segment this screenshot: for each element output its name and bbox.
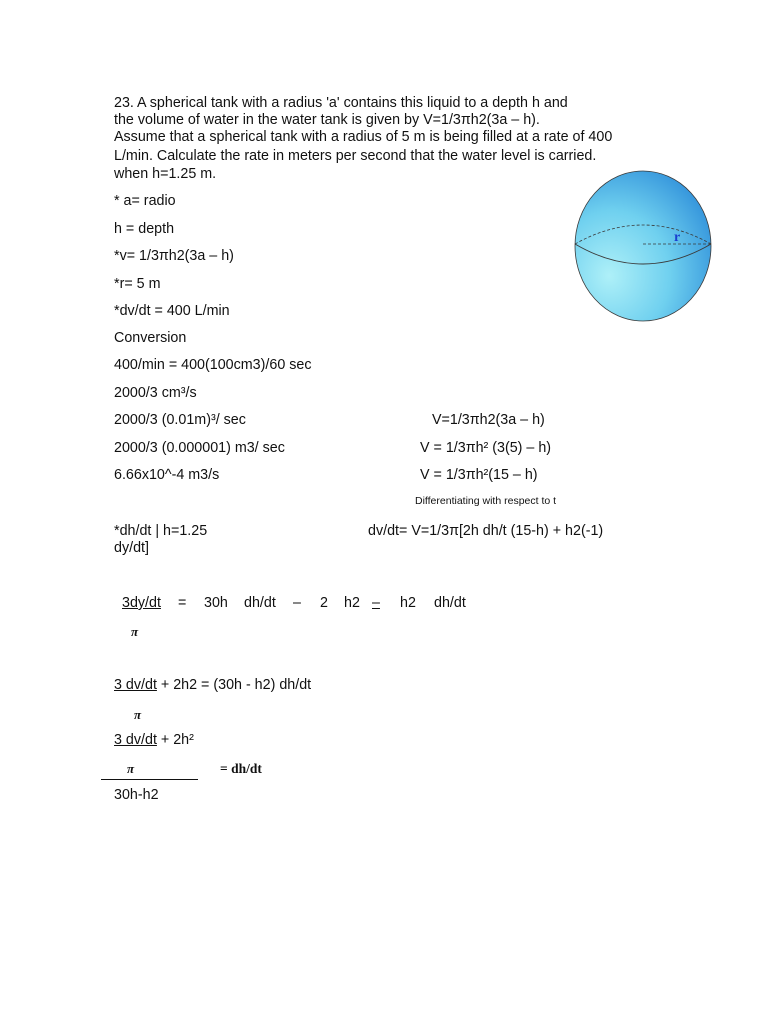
differentiating-note: Differentiating with respect to t (415, 495, 557, 507)
problem-line-3: Assume that a spherical tank with a radius of 5 m is being filled at a rate of 400 (114, 129, 613, 145)
dvdt-expression: dv/dt= V=1/3π[2h dh/t (15-h) + h2(-1) (368, 523, 604, 539)
problem-line-5: when h=1.25 m. (114, 166, 217, 182)
step3-lhs: 3 dv/dt (114, 732, 157, 748)
step2-lhs: 3 dv/dt (114, 677, 157, 693)
volume-step: V=1/3πh2(3a – h) (432, 412, 545, 428)
step2-pi: π (134, 707, 142, 722)
problem-line-2: the volume of water in the water tank is given by V=1/3πh2(3a – h). (114, 112, 540, 128)
fraction-bar (101, 779, 198, 780)
dhdt-continuation: dy/dt] (114, 540, 149, 556)
conversion-step: 2000/3 cm³/s (114, 385, 197, 401)
volume-step: V = 1/3πh²(15 – h) (420, 467, 538, 483)
step3-denominator: 30h-h2 (114, 787, 159, 803)
eq-term: 2 (320, 595, 328, 611)
problem-line-1: 23. A spherical tank with a radius 'a' contains this liquid to a depth h and (114, 95, 568, 111)
eq-term: h2 (400, 595, 416, 611)
eq-term: 30h (204, 595, 228, 611)
step3-pi: π (127, 761, 135, 776)
eq-term: dh/dt (434, 595, 466, 611)
conversion-heading: Conversion (114, 330, 187, 346)
given-dvdt: *dv/dt = 400 L/min (114, 303, 230, 319)
sphere-body (575, 171, 711, 321)
volume-step: V = 1/3πh² (3(5) – h) (420, 440, 552, 456)
eq-term: h2 (344, 595, 360, 611)
eq-equals: = (178, 595, 187, 611)
given-a: * a= radio (114, 193, 176, 209)
conversion-step: 2000/3 (0.000001) m3/ sec (114, 440, 285, 456)
given-h: h = depth (114, 221, 175, 237)
given-r: *r= 5 m (114, 276, 161, 292)
sphere-tank-figure (572, 168, 714, 324)
eq-dash: – (372, 595, 380, 611)
radius-label: r (674, 230, 681, 245)
given-v: *v= 1/3πh2(3a – h) (114, 248, 234, 264)
step3-rest: + 2h² (156, 732, 194, 748)
step3-result: = dh/dt (220, 761, 262, 776)
conversion-step: 6.66x10^-4 m3/s (114, 467, 220, 483)
problem-line-4: L/min. Calculate the rate in meters per second that the water level is carried. (114, 148, 597, 164)
step2-line (114, 677, 311, 694)
eq-pi: π (131, 624, 139, 639)
step3-line (114, 732, 194, 749)
eq-term: dh/dt (244, 595, 276, 611)
conversion-step: 2000/3 (0.01m)³/ sec (114, 412, 246, 428)
step2-rest: + 2h2 = (30h - h2) dh/dt (156, 677, 312, 693)
eq-minus: – (293, 595, 301, 611)
dhdt-condition: *dh/dt | h=1.25 (114, 523, 208, 539)
conversion-step: 400/min = 400(100cm3)/60 sec (114, 357, 312, 373)
eq-lhs: 3dy/dt (122, 595, 161, 611)
